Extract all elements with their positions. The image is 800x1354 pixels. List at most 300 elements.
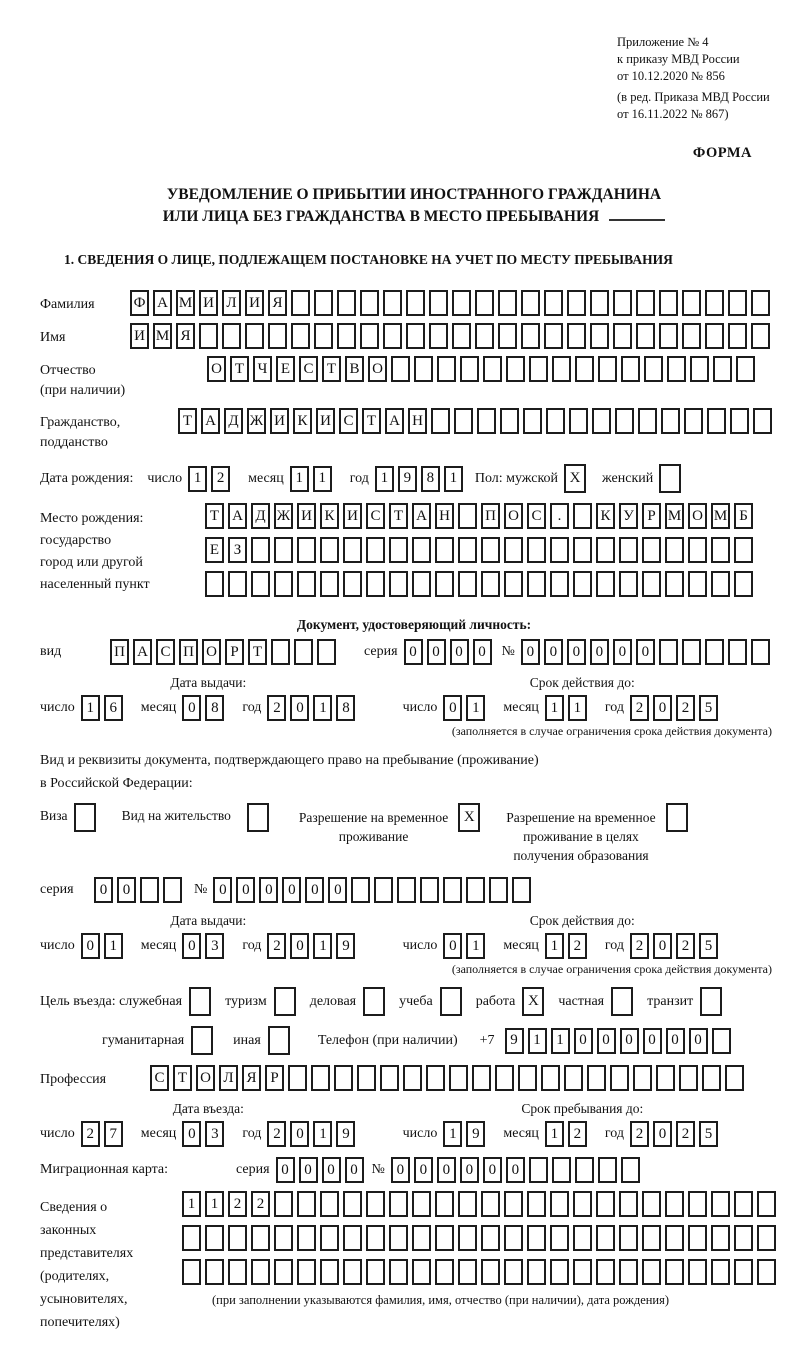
char-cell[interactable] <box>707 408 726 434</box>
char-cell[interactable]: 2 <box>267 1121 286 1147</box>
char-cell[interactable]: 0 <box>636 639 655 665</box>
char-cell[interactable]: Т <box>389 503 408 529</box>
char-cell[interactable]: 2 <box>630 1121 649 1147</box>
char-cell[interactable] <box>140 877 159 903</box>
char-cell[interactable]: Ф <box>130 290 149 316</box>
char-cell[interactable]: Е <box>276 356 295 382</box>
char-cell[interactable] <box>642 537 661 563</box>
char-cell[interactable]: Д <box>251 503 270 529</box>
char-cell[interactable]: 2 <box>81 1121 100 1147</box>
char-cell[interactable] <box>682 323 701 349</box>
char-cell[interactable] <box>596 1225 615 1251</box>
char-cell[interactable] <box>274 571 293 597</box>
char-cell[interactable] <box>458 571 477 597</box>
char-cell[interactable]: 0 <box>437 1157 456 1183</box>
char-cell[interactable] <box>711 571 730 597</box>
char-cell[interactable] <box>705 323 724 349</box>
char-cell[interactable]: 8 <box>205 695 224 721</box>
char-cell[interactable]: Я <box>268 290 287 316</box>
char-cell[interactable]: М <box>665 503 684 529</box>
char-cell[interactable] <box>380 1065 399 1091</box>
char-cell[interactable] <box>475 290 494 316</box>
char-cell[interactable] <box>596 1259 615 1285</box>
char-cell[interactable]: 0 <box>305 877 324 903</box>
char-cell[interactable] <box>711 1259 730 1285</box>
char-cell[interactable]: И <box>245 290 264 316</box>
char-cell[interactable] <box>199 323 218 349</box>
char-cell[interactable] <box>688 1191 707 1217</box>
char-cell[interactable] <box>656 1065 675 1091</box>
char-cell[interactable] <box>460 356 479 382</box>
char-cell[interactable] <box>274 537 293 563</box>
char-cell[interactable] <box>297 571 316 597</box>
char-cell[interactable]: 7 <box>104 1121 123 1147</box>
char-cell[interactable] <box>483 356 502 382</box>
char-cell[interactable] <box>297 1191 316 1217</box>
char-cell[interactable] <box>291 323 310 349</box>
char-cell[interactable] <box>661 408 680 434</box>
char-cell[interactable]: И <box>130 323 149 349</box>
char-cell[interactable]: Л <box>219 1065 238 1091</box>
char-cell[interactable] <box>636 323 655 349</box>
char-cell[interactable]: 9 <box>505 1028 524 1054</box>
char-cell[interactable] <box>337 323 356 349</box>
char-cell[interactable] <box>343 537 362 563</box>
char-cell[interactable] <box>690 356 709 382</box>
char-cell[interactable]: А <box>133 639 152 665</box>
char-cell[interactable] <box>481 1259 500 1285</box>
char-cell[interactable]: 0 <box>182 1121 201 1147</box>
char-cell[interactable] <box>251 1225 270 1251</box>
char-cell[interactable]: Я <box>176 323 195 349</box>
char-cell[interactable] <box>182 1259 201 1285</box>
char-cell[interactable] <box>391 356 410 382</box>
char-cell[interactable]: Т <box>362 408 381 434</box>
char-cell[interactable]: У <box>619 503 638 529</box>
char-cell[interactable] <box>521 290 540 316</box>
char-cell[interactable] <box>573 1259 592 1285</box>
char-cell[interactable] <box>205 1225 224 1251</box>
char-cell[interactable]: Ж <box>247 408 266 434</box>
char-cell[interactable] <box>320 571 339 597</box>
char-cell[interactable] <box>757 1191 776 1217</box>
char-cell[interactable]: 9 <box>466 1121 485 1147</box>
char-cell[interactable] <box>711 537 730 563</box>
char-cell[interactable]: 1 <box>545 933 564 959</box>
char-cell[interactable]: И <box>199 290 218 316</box>
char-cell[interactable] <box>297 537 316 563</box>
char-cell[interactable] <box>435 571 454 597</box>
char-cell[interactable] <box>621 1157 640 1183</box>
char-cell[interactable] <box>366 1191 385 1217</box>
char-cell[interactable] <box>598 1157 617 1183</box>
char-cell[interactable] <box>642 1225 661 1251</box>
char-cell[interactable]: 1 <box>104 933 123 959</box>
char-cell[interactable]: Б <box>734 503 753 529</box>
char-cell[interactable] <box>360 323 379 349</box>
char-cell[interactable] <box>615 408 634 434</box>
char-cell[interactable] <box>412 1225 431 1251</box>
char-cell[interactable] <box>682 639 701 665</box>
char-cell[interactable] <box>182 1225 201 1251</box>
char-cell[interactable]: О <box>202 639 221 665</box>
char-cell[interactable]: А <box>201 408 220 434</box>
char-cell[interactable]: 3 <box>205 933 224 959</box>
char-cell[interactable]: 0 <box>597 1028 616 1054</box>
char-cell[interactable] <box>481 1225 500 1251</box>
char-cell[interactable] <box>552 356 571 382</box>
char-cell[interactable]: 0 <box>427 639 446 665</box>
char-cell[interactable] <box>702 1065 721 1091</box>
char-cell[interactable] <box>297 1225 316 1251</box>
char-cell[interactable] <box>725 1065 744 1091</box>
char-cell[interactable] <box>573 571 592 597</box>
char-cell[interactable] <box>659 639 678 665</box>
char-cell[interactable] <box>291 290 310 316</box>
char-cell[interactable] <box>383 290 402 316</box>
char-cell[interactable] <box>268 1026 290 1055</box>
char-cell[interactable]: 0 <box>94 877 113 903</box>
char-cell[interactable]: 9 <box>336 1121 355 1147</box>
char-cell[interactable]: П <box>481 503 500 529</box>
char-cell[interactable]: 1 <box>81 695 100 721</box>
char-cell[interactable] <box>228 1225 247 1251</box>
char-cell[interactable] <box>550 537 569 563</box>
char-cell[interactable]: 1 <box>313 695 332 721</box>
char-cell[interactable] <box>452 290 471 316</box>
char-cell[interactable]: 3 <box>205 1121 224 1147</box>
char-cell[interactable] <box>247 803 269 832</box>
char-cell[interactable]: . <box>550 503 569 529</box>
char-cell[interactable] <box>504 537 523 563</box>
char-cell[interactable]: 2 <box>676 695 695 721</box>
char-cell[interactable] <box>351 877 370 903</box>
char-cell[interactable]: 1 <box>375 466 394 492</box>
char-cell[interactable]: 0 <box>521 639 540 665</box>
char-cell[interactable]: 0 <box>620 1028 639 1054</box>
char-cell[interactable] <box>320 1191 339 1217</box>
char-cell[interactable]: А <box>153 290 172 316</box>
char-cell[interactable]: 5 <box>699 933 718 959</box>
char-cell[interactable] <box>458 537 477 563</box>
char-cell[interactable]: Д <box>224 408 243 434</box>
char-cell[interactable] <box>527 537 546 563</box>
char-cell[interactable]: А <box>412 503 431 529</box>
char-cell[interactable] <box>665 1225 684 1251</box>
char-cell[interactable] <box>666 803 688 832</box>
char-cell[interactable]: Т <box>322 356 341 382</box>
char-cell[interactable] <box>730 408 749 434</box>
char-cell[interactable] <box>550 571 569 597</box>
char-cell[interactable]: 1 <box>444 466 463 492</box>
char-cell[interactable] <box>590 323 609 349</box>
char-cell[interactable] <box>440 987 462 1016</box>
char-cell[interactable]: 0 <box>391 1157 410 1183</box>
char-cell[interactable]: 1 <box>528 1028 547 1054</box>
char-cell[interactable] <box>512 877 531 903</box>
char-cell[interactable] <box>610 1065 629 1091</box>
char-cell[interactable] <box>205 571 224 597</box>
char-cell[interactable]: И <box>270 408 289 434</box>
char-cell[interactable] <box>659 464 681 493</box>
char-cell[interactable] <box>389 571 408 597</box>
char-cell[interactable]: 0 <box>182 695 201 721</box>
char-cell[interactable] <box>228 1259 247 1285</box>
char-cell[interactable]: 1 <box>313 466 332 492</box>
char-cell[interactable]: С <box>299 356 318 382</box>
char-cell[interactable] <box>550 1225 569 1251</box>
char-cell[interactable] <box>406 290 425 316</box>
char-cell[interactable] <box>682 290 701 316</box>
char-cell[interactable] <box>728 323 747 349</box>
char-cell[interactable]: Н <box>408 408 427 434</box>
char-cell[interactable] <box>546 408 565 434</box>
char-cell[interactable] <box>251 537 270 563</box>
char-cell[interactable] <box>245 323 264 349</box>
char-cell[interactable] <box>529 1157 548 1183</box>
char-cell[interactable] <box>596 571 615 597</box>
char-cell[interactable] <box>317 639 336 665</box>
char-cell[interactable] <box>598 356 617 382</box>
char-cell[interactable]: Р <box>265 1065 284 1091</box>
char-cell[interactable]: 1 <box>466 695 485 721</box>
char-cell[interactable] <box>429 323 448 349</box>
char-cell[interactable]: С <box>150 1065 169 1091</box>
char-cell[interactable] <box>541 1065 560 1091</box>
char-cell[interactable] <box>734 537 753 563</box>
char-cell[interactable]: 2 <box>676 933 695 959</box>
char-cell[interactable]: 1 <box>290 466 309 492</box>
char-cell[interactable] <box>636 290 655 316</box>
char-cell[interactable]: 0 <box>613 639 632 665</box>
char-cell[interactable] <box>437 356 456 382</box>
char-cell[interactable] <box>320 1259 339 1285</box>
char-cell[interactable]: 0 <box>404 639 423 665</box>
char-cell[interactable] <box>414 356 433 382</box>
char-cell[interactable] <box>575 1157 594 1183</box>
char-cell[interactable] <box>412 537 431 563</box>
char-cell[interactable] <box>711 1225 730 1251</box>
char-cell[interactable] <box>644 356 663 382</box>
char-cell[interactable] <box>518 1065 537 1091</box>
char-cell[interactable] <box>667 356 686 382</box>
char-cell[interactable]: О <box>688 503 707 529</box>
char-cell[interactable] <box>389 1191 408 1217</box>
char-cell[interactable] <box>679 1065 698 1091</box>
char-cell[interactable]: 0 <box>567 639 586 665</box>
char-cell[interactable]: М <box>176 290 195 316</box>
char-cell[interactable]: 2 <box>267 933 286 959</box>
char-cell[interactable] <box>449 1065 468 1091</box>
char-cell[interactable] <box>619 1225 638 1251</box>
char-cell[interactable]: 9 <box>398 466 417 492</box>
char-cell[interactable] <box>383 323 402 349</box>
char-cell[interactable] <box>590 290 609 316</box>
char-cell[interactable]: 0 <box>574 1028 593 1054</box>
char-cell[interactable]: 2 <box>568 933 587 959</box>
char-cell[interactable]: Ж <box>274 503 293 529</box>
char-cell[interactable] <box>314 290 333 316</box>
char-cell[interactable] <box>337 290 356 316</box>
char-cell[interactable] <box>734 571 753 597</box>
char-cell[interactable] <box>443 877 462 903</box>
char-cell[interactable] <box>569 408 588 434</box>
char-cell[interactable]: 0 <box>450 639 469 665</box>
char-cell[interactable]: 0 <box>414 1157 433 1183</box>
char-cell[interactable] <box>665 1259 684 1285</box>
char-cell[interactable]: 1 <box>182 1191 201 1217</box>
char-cell[interactable] <box>619 571 638 597</box>
char-cell[interactable] <box>343 571 362 597</box>
char-cell[interactable] <box>659 290 678 316</box>
char-cell[interactable]: П <box>110 639 129 665</box>
char-cell[interactable] <box>659 323 678 349</box>
char-cell[interactable]: 8 <box>421 466 440 492</box>
char-cell[interactable]: Е <box>205 537 224 563</box>
char-cell[interactable] <box>734 1259 753 1285</box>
char-cell[interactable] <box>189 987 211 1016</box>
char-cell[interactable]: Т <box>230 356 249 382</box>
char-cell[interactable]: Л <box>222 290 241 316</box>
char-cell[interactable] <box>575 356 594 382</box>
char-cell[interactable] <box>498 290 517 316</box>
char-cell[interactable] <box>638 408 657 434</box>
char-cell[interactable] <box>688 537 707 563</box>
char-cell[interactable] <box>712 1028 731 1054</box>
char-cell[interactable]: 1 <box>466 933 485 959</box>
char-cell[interactable] <box>458 1225 477 1251</box>
char-cell[interactable] <box>397 877 416 903</box>
char-cell[interactable] <box>314 323 333 349</box>
char-cell[interactable] <box>613 290 632 316</box>
char-cell[interactable]: 0 <box>276 1157 295 1183</box>
char-cell[interactable]: 2 <box>251 1191 270 1217</box>
char-cell[interactable]: 1 <box>545 695 564 721</box>
char-cell[interactable]: О <box>196 1065 215 1091</box>
char-cell[interactable] <box>751 323 770 349</box>
char-cell[interactable] <box>389 1225 408 1251</box>
char-cell[interactable]: 0 <box>290 933 309 959</box>
char-cell[interactable] <box>435 537 454 563</box>
char-cell[interactable] <box>506 356 525 382</box>
char-cell[interactable]: И <box>316 408 335 434</box>
char-cell[interactable]: 0 <box>345 1157 364 1183</box>
char-cell[interactable]: О <box>368 356 387 382</box>
char-cell[interactable]: 0 <box>259 877 278 903</box>
char-cell[interactable] <box>435 1259 454 1285</box>
char-cell[interactable]: Т <box>248 639 267 665</box>
char-cell[interactable] <box>504 1259 523 1285</box>
char-cell[interactable]: 1 <box>551 1028 570 1054</box>
char-cell[interactable] <box>374 877 393 903</box>
char-cell[interactable]: 0 <box>590 639 609 665</box>
char-cell[interactable]: К <box>320 503 339 529</box>
char-cell[interactable]: И <box>343 503 362 529</box>
char-cell[interactable]: X <box>522 987 544 1016</box>
char-cell[interactable] <box>274 1259 293 1285</box>
char-cell[interactable] <box>389 537 408 563</box>
char-cell[interactable] <box>251 571 270 597</box>
char-cell[interactable] <box>274 1225 293 1251</box>
char-cell[interactable] <box>665 1191 684 1217</box>
char-cell[interactable] <box>573 503 592 529</box>
char-cell[interactable] <box>205 1259 224 1285</box>
char-cell[interactable] <box>753 408 772 434</box>
char-cell[interactable] <box>544 323 563 349</box>
char-cell[interactable] <box>489 877 508 903</box>
char-cell[interactable] <box>596 537 615 563</box>
char-cell[interactable]: 1 <box>545 1121 564 1147</box>
char-cell[interactable] <box>458 1191 477 1217</box>
char-cell[interactable]: 1 <box>443 1121 462 1147</box>
char-cell[interactable]: 0 <box>322 1157 341 1183</box>
char-cell[interactable] <box>481 1191 500 1217</box>
char-cell[interactable] <box>481 537 500 563</box>
char-cell[interactable] <box>642 1191 661 1217</box>
char-cell[interactable] <box>751 639 770 665</box>
char-cell[interactable]: М <box>153 323 172 349</box>
char-cell[interactable]: Ч <box>253 356 272 382</box>
char-cell[interactable]: Я <box>242 1065 261 1091</box>
char-cell[interactable]: Н <box>435 503 454 529</box>
char-cell[interactable]: С <box>339 408 358 434</box>
char-cell[interactable] <box>435 1191 454 1217</box>
char-cell[interactable]: 1 <box>568 695 587 721</box>
char-cell[interactable]: О <box>207 356 226 382</box>
char-cell[interactable] <box>700 987 722 1016</box>
char-cell[interactable] <box>757 1225 776 1251</box>
char-cell[interactable] <box>596 1191 615 1217</box>
char-cell[interactable] <box>573 1225 592 1251</box>
char-cell[interactable] <box>619 1191 638 1217</box>
char-cell[interactable] <box>619 537 638 563</box>
char-cell[interactable]: 0 <box>328 877 347 903</box>
char-cell[interactable] <box>357 1065 376 1091</box>
char-cell[interactable]: М <box>711 503 730 529</box>
char-cell[interactable] <box>435 1225 454 1251</box>
char-cell[interactable]: 0 <box>653 933 672 959</box>
char-cell[interactable]: 9 <box>336 933 355 959</box>
char-cell[interactable] <box>544 290 563 316</box>
char-cell[interactable] <box>366 571 385 597</box>
char-cell[interactable] <box>406 323 425 349</box>
char-cell[interactable]: 0 <box>443 695 462 721</box>
char-cell[interactable] <box>684 408 703 434</box>
char-cell[interactable]: 8 <box>336 695 355 721</box>
char-cell[interactable] <box>633 1065 652 1091</box>
char-cell[interactable] <box>366 1225 385 1251</box>
char-cell[interactable] <box>705 639 724 665</box>
char-cell[interactable]: П <box>179 639 198 665</box>
char-cell[interactable]: 0 <box>666 1028 685 1054</box>
char-cell[interactable]: 2 <box>630 933 649 959</box>
char-cell[interactable]: 5 <box>699 1121 718 1147</box>
char-cell[interactable] <box>527 1259 546 1285</box>
char-cell[interactable] <box>274 1191 293 1217</box>
char-cell[interactable] <box>268 323 287 349</box>
char-cell[interactable] <box>550 1259 569 1285</box>
char-cell[interactable] <box>751 290 770 316</box>
char-cell[interactable]: 1 <box>313 933 332 959</box>
char-cell[interactable] <box>711 1191 730 1217</box>
char-cell[interactable] <box>431 408 450 434</box>
char-cell[interactable] <box>504 1225 523 1251</box>
char-cell[interactable] <box>642 571 661 597</box>
char-cell[interactable]: X <box>458 803 480 832</box>
char-cell[interactable] <box>529 356 548 382</box>
char-cell[interactable]: О <box>504 503 523 529</box>
char-cell[interactable]: И <box>297 503 316 529</box>
